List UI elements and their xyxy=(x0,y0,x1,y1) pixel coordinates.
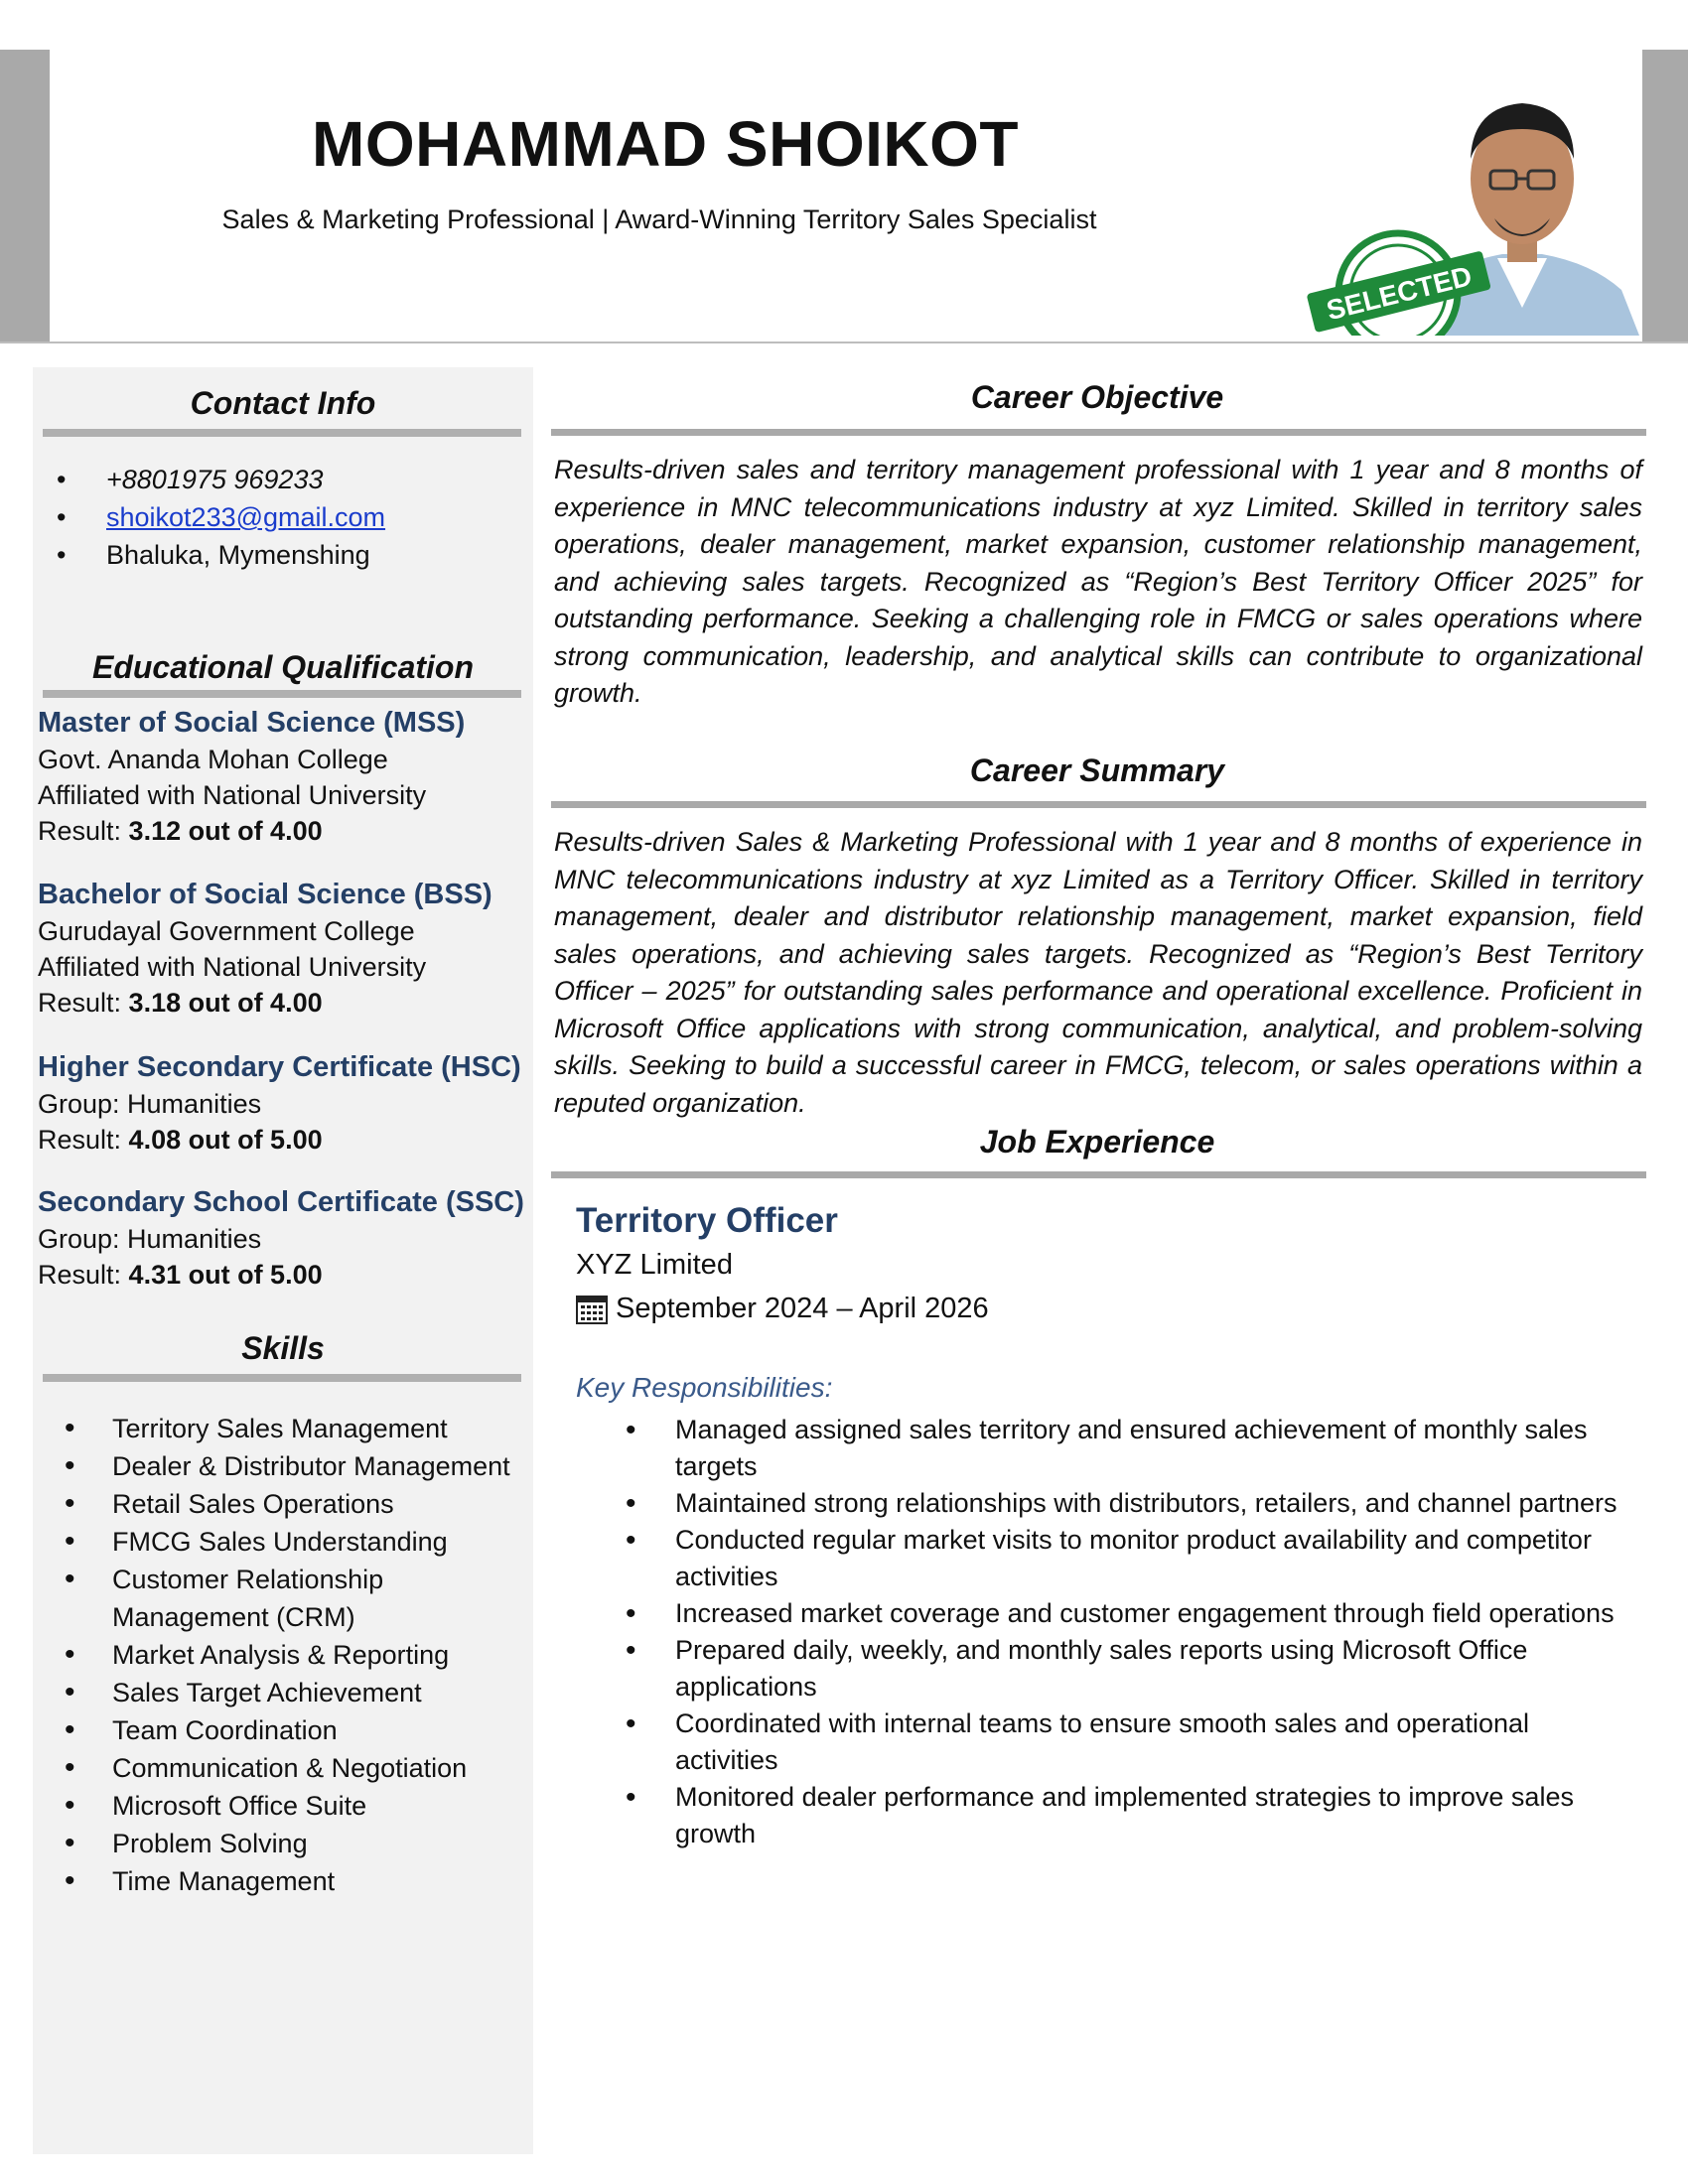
responsibility-item: • Monitored dealer performance and implemented strategies to improve sales growth xyxy=(626,1779,1638,1852)
header-edge-right xyxy=(1642,50,1688,341)
degree-title: Secondary School Certificate (SSC) xyxy=(38,1186,524,1218)
group: Group: Humanities xyxy=(38,1224,262,1254)
education-item-bss xyxy=(38,876,534,1021)
career-objective-divider xyxy=(551,429,1646,436)
education-divider xyxy=(43,690,521,698)
skills-heading: Skills xyxy=(241,1330,325,1366)
job-title: Territory Officer xyxy=(576,1201,838,1240)
skill-item: • Team Coordination xyxy=(65,1711,541,1749)
contact-list xyxy=(55,461,521,574)
responsibility-item: • Conducted regular market visits to monitor product availability and competitor activities xyxy=(626,1522,1638,1595)
skill-item: • Retail Sales Operations xyxy=(65,1485,541,1523)
skill-item: • Sales Target Achievement xyxy=(65,1674,541,1711)
institution: Gurudayal Government College xyxy=(38,916,415,946)
result: Result: 4.31 out of 5.00 xyxy=(38,1260,323,1290)
job-experience-heading: Job Experience xyxy=(979,1124,1215,1160)
degree-title: Bachelor of Social Science (BSS) xyxy=(38,879,492,910)
career-summary-divider xyxy=(551,801,1646,808)
education-heading: Educational Qualification xyxy=(91,649,475,685)
header-edge-left xyxy=(0,50,50,341)
responsibilities-list xyxy=(626,1412,1638,1852)
calendar-icon xyxy=(576,1295,608,1324)
svg-text:SELECTED: SELECTED xyxy=(1323,260,1476,327)
education-item-mss xyxy=(38,704,534,849)
skill-item: • Microsoft Office Suite xyxy=(65,1787,541,1825)
skill-item: • Customer Relationship Management (CRM) xyxy=(65,1561,440,1636)
skill-item: • Problem Solving xyxy=(65,1825,541,1862)
responsibility-item: • Increased market coverage and customer engagement through field operations xyxy=(626,1595,1638,1632)
contact-email[interactable] xyxy=(55,498,521,536)
group: Group: Humanities xyxy=(38,1089,262,1119)
responsibility-item: • Maintained strong relationships with distributors, retailers, and channel partners xyxy=(626,1485,1638,1522)
result: Result: 3.18 out of 4.00 xyxy=(38,988,323,1018)
career-objective-heading: Career Objective xyxy=(970,379,1224,415)
contact-heading: Contact Info xyxy=(190,385,376,421)
contact-phone: • +8801975 969233 xyxy=(55,461,521,498)
result: Result: 4.08 out of 5.00 xyxy=(38,1125,323,1155)
job-date-range: September 2024 – April 2026 xyxy=(616,1293,989,1324)
career-objective-text: Results-driven sales and territory management professional with 1 year and 8 months of experience in MNC telecommunications industry at xyz Limited. Skilled in territory sales operations, dealer management, market expansion, customer relationship management, and achieving sales targets. Recognized as “Region’s Best Territory Officer 2025” for outstanding performance. Seeking a challenging role in FMCG or sales operations where strong communication, leadership, and analytical skills can contribute to organizational growth. xyxy=(554,455,1642,708)
education-item-ssc xyxy=(38,1183,534,1293)
profile-photo xyxy=(1304,60,1641,336)
responsibility-item: • Managed assigned sales territory and ensured achievement of monthly sales targets xyxy=(626,1412,1638,1485)
affiliation: Affiliated with National University xyxy=(38,780,427,810)
skills-divider xyxy=(43,1374,521,1382)
skill-item: • FMCG Sales Understanding xyxy=(65,1523,541,1561)
career-summary-text: Results-driven Sales & Marketing Professional with 1 year and 8 months of experience in MNC telecommunications industry at xyz Limited as a Territory Officer. Skilled in territory management, dealer and distributor relationship management, market expansion, field sales operations, and achieving sales targets. Recognized as “Region’s Best Territory Officer – 2025” for outstanding sales performance and operational excellence. Proficient in Microsoft Office applications with strong communication, analytical, and problem-solving skills. Seeking to build a successful career in FMCG, telecom, or sales operations within a reputed organization. xyxy=(554,827,1642,1118)
education-item-hsc xyxy=(38,1048,534,1158)
degree-title: Higher Secondary Certificate (HSC) xyxy=(38,1051,521,1083)
responsibility-item: • Prepared daily, weekly, and monthly sales reports using Microsoft Office applications xyxy=(626,1632,1638,1706)
skills-list xyxy=(65,1410,541,1900)
institution: Govt. Ananda Mohan College xyxy=(38,745,388,774)
contact-divider xyxy=(43,429,521,437)
candidate-name: MOHAMMAD SHOIKOT xyxy=(312,108,1019,180)
skill-item: • Communication & Negotiation xyxy=(65,1749,541,1787)
skill-item: • Dealer & Distributor Management xyxy=(65,1447,541,1485)
candidate-tagline: Sales & Marketing Professional | Award-Winning Territory Sales Specialist xyxy=(221,205,1097,234)
skill-item: • Time Management xyxy=(65,1862,541,1900)
contact-location: • Bhaluka, Mymenshing xyxy=(55,536,521,574)
job-experience-divider xyxy=(551,1171,1646,1178)
result: Result: 3.12 out of 4.00 xyxy=(38,816,323,846)
career-summary-heading: Career Summary xyxy=(969,752,1225,788)
key-responsibilities-label: Key Responsibilities: xyxy=(576,1372,833,1403)
email-link[interactable]: shoikot233@gmail.com xyxy=(106,502,386,532)
degree-title: Master of Social Science (MSS) xyxy=(38,707,466,739)
responsibility-item: • Coordinated with internal teams to ensure smooth sales and operational activities xyxy=(626,1706,1638,1779)
job-dates xyxy=(576,1293,989,1325)
skill-item: • Market Analysis & Reporting xyxy=(65,1636,541,1674)
affiliation: Affiliated with National University xyxy=(38,952,427,982)
skill-item: • Territory Sales Management xyxy=(65,1410,541,1447)
company-name: XYZ Limited xyxy=(576,1249,733,1281)
